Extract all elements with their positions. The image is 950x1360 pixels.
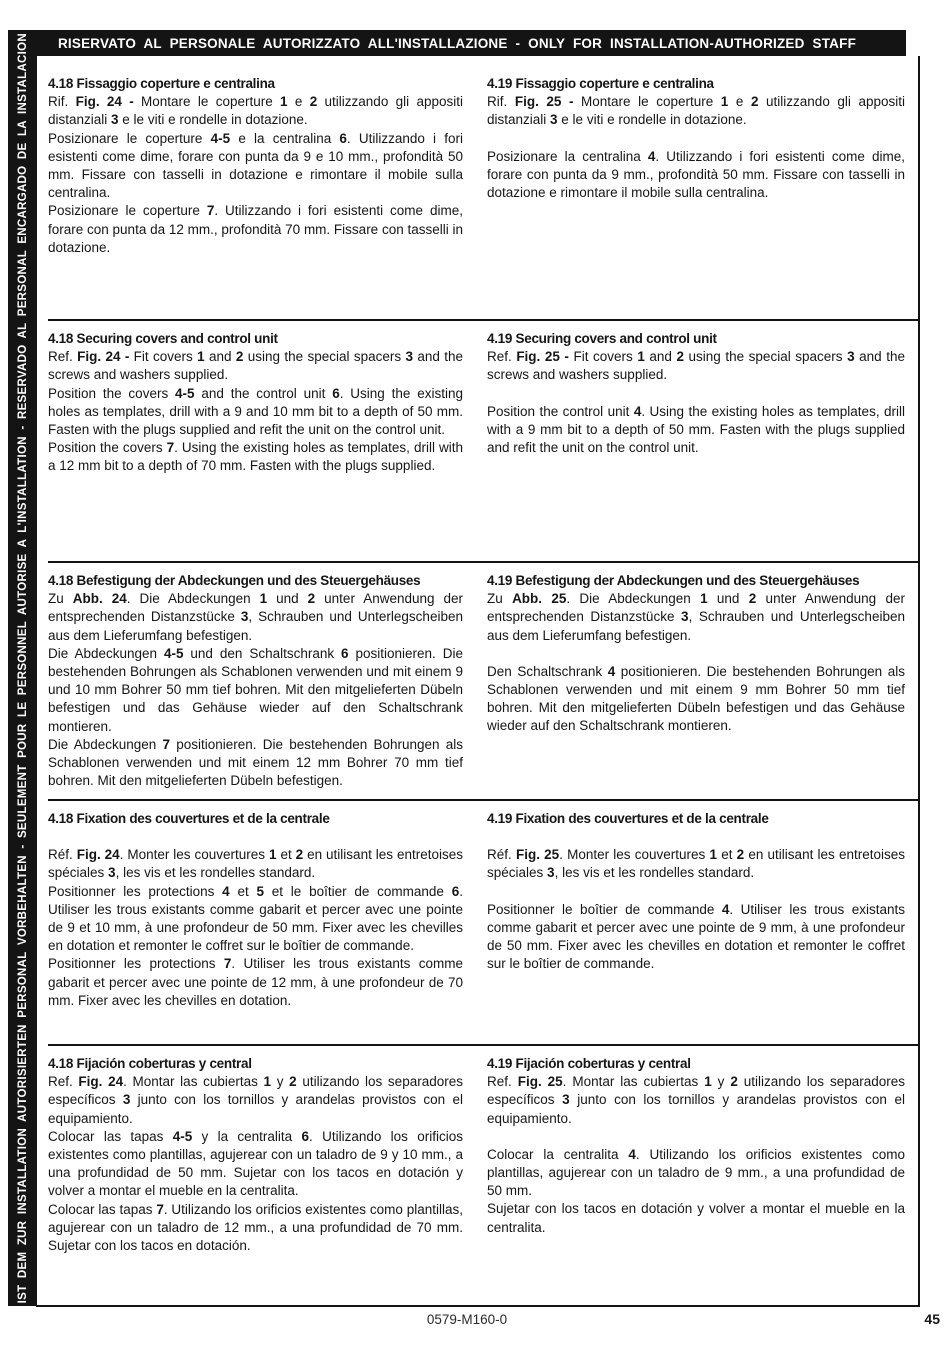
section-heading: 4.18 Fissaggio coperture e centralina	[48, 76, 275, 91]
page-number: 45	[924, 1311, 940, 1327]
paragraph: Positionner les protections 4 et 5 et le boîtier de commande 6. Utiliser les trous existants comme gabarit et percer avec une pointe de 9 et 10 mm, à une profondeur de 50 mm. Fixer avec les chevilles en dotation et remonter le coffret sur le boîtier de commande.	[48, 883, 463, 954]
paragraph: Position the control unit 4. Using the existing holes as templates, drill with a 9 mm bit to a depth of 50 mm. Fasten with the plugs supplied and refit the unit on the control unit.	[487, 403, 905, 456]
page-frame-bottom-border	[36, 1305, 920, 1307]
paragraph: Die Abdeckungen 4-5 und den Schaltschrank 6 positionieren. Die bestehenden Bohrungen als Schablonen verwenden und mit einem 9 und 10 mm Bohrer 50 mm tief bohren. Mit den mitgelieferten Dübeln befestigen und das Gehäuse wieder auf den Schaltschrank montieren.	[48, 645, 463, 734]
paragraph: Rif. Fig. 25 - Montare le coperture 1 e 2 utilizzando gli appositi distanziali 3 e le viti e rondelle in dotazione.	[487, 94, 905, 128]
paragraph: Ref. Fig. 24. Montar las cubiertas 1 y 2 utilizando los separadores específicos 3 junto con los tornillos y arandelas provistos con el equipamiento.	[48, 1074, 463, 1126]
paragraph: Posizionare le coperture 7. Utilizzando i fori esistenti come dime, forare con punta da 12 mm., profondità 70 mm. Fissare con tasselli in dotazione.	[48, 203, 463, 255]
section-english	[48, 319, 919, 561]
column-left	[48, 75, 463, 319]
section-heading: 4.18 Befestigung der Abdeckungen und des Steuergehäuses	[48, 573, 421, 588]
paragraph: Posizionare le coperture 4-5 e la centralina 6. Utilizzando i fori esistenti come dime, forare con punta da 9 e 10 mm., profondità 50 mm. Fissare con tasselli in dotazione e rimontare il mobile sulla centralina.	[48, 130, 463, 201]
paragraph: Réf. Fig. 24. Monter les couvertures 1 et 2 en utilisant les entretoises spéciales 3, les vis et les rondelles standard.	[48, 847, 463, 881]
paragraph: Positionner le boîtier de commande 4. Utiliser les trous existants comme gabarit et percer avec une pointe de 9 mm, à une profondeur de 50 mm. Fixer avec les chevilles en dotation et remonter le coffret sur le boîtier de commande.	[487, 901, 905, 972]
paragraph: Position the covers 7. Using the existing holes as templates, drill with a 12 mm bit to a depth of 70 mm. Fasten with the plugs supplied.	[48, 440, 463, 474]
side-restricted-banner	[8, 30, 37, 1306]
section-french	[48, 799, 919, 1044]
paragraph: Zu Abb. 25. Die Abdeckungen 1 und 2 unter Anwendung der entsprechenden Distanzstücke 3, Schrauben und Unterlegscheiben aus dem Lieferumfang befestigen.	[487, 591, 906, 643]
section-heading: 4.18 Securing covers and control unit	[48, 331, 278, 346]
section-spanish	[48, 1044, 919, 1305]
column-left	[48, 810, 463, 1044]
column-right	[487, 75, 905, 319]
paragraph: Positionner les protections 7. Utiliser les trous existants comme gabarit et percer avec une pointe de 12 mm, à une profondeur de 70 mm. Fixer avec les chevilles en dotation.	[48, 956, 463, 1008]
paragraph: Den Schaltschrank 4 positionieren. Die bestehenden Bohrungen als Schablonen verwenden und mit einem 9 mm Bohrer 50 mm tief bohren. Mit den mitgelieferten Dübeln befestigen und das Gehäuse wieder auf den Schaltschrank montieren.	[487, 663, 906, 734]
column-left	[48, 330, 463, 561]
column-right	[487, 330, 905, 561]
paragraph: Zu Abb. 24. Die Abdeckungen 1 und 2 unter Anwendung der entsprechenden Distanzstücke 3, Schrauben und Unterlegscheiben aus dem Lieferumfang befestigen.	[48, 591, 464, 643]
section-heading: 4.19 Securing covers and control unit	[487, 331, 717, 346]
section-heading: 4.19 Befestigung der Abdeckungen und des Steuergehäuses	[487, 573, 860, 588]
paragraph: Ref. Fig. 24 - Fit covers 1 and 2 using the special spacers 3 and the screws and washers supplied.	[48, 349, 464, 383]
section-heading: 4.18 Fijación coberturas y central	[48, 1056, 252, 1071]
section-italian	[48, 66, 919, 319]
section-heading: 4.19 Fijación coberturas y central	[487, 1056, 691, 1071]
paragraph: Colocar la centralita 4. Utilizando los orificios existentes como plantillas, agujerear con un taladro de 9 mm., a una profundidad de 50 mm.	[487, 1146, 905, 1199]
sections-container	[48, 66, 919, 1305]
column-right	[487, 1055, 905, 1305]
paragraph: Réf. Fig. 25. Monter les couvertures 1 et 2 en utilisant les entretoises spéciales 3, les vis et les rondelles standard.	[487, 847, 905, 881]
section-german	[48, 561, 919, 799]
column-left	[48, 572, 463, 799]
column-right	[487, 572, 905, 799]
paragraph: Colocar las tapas 7. Utilizando los orificios existentes como plantillas, agujerear con un taladro de 12 mm., a una profundidad de 70 mm. Sujetar con los tacos en dotación.	[48, 1201, 463, 1254]
paragraph: Sujetar con los tacos en dotación y volver a montar el mueble en la centralita.	[487, 1201, 905, 1235]
section-heading: 4.19 Fissaggio coperture e centralina	[487, 76, 714, 91]
paragraph: Rif. Fig. 24 - Montare le coperture 1 e 2 utilizzando gli appositi distanziali 3 e le viti e rondelle in dotazione.	[48, 94, 463, 128]
column-left	[48, 1055, 463, 1305]
section-heading: 4.19 Fixation des couvertures et de la centrale	[487, 811, 769, 826]
column-right	[487, 810, 905, 1044]
document-code: 0579-M160-0	[426, 1312, 508, 1327]
paragraph: Ref. Fig. 25. Montar las cubiertas 1 y 2 utilizando los separadores específicos 3 junto con los tornillos y arandelas provistos con el equipamiento.	[487, 1074, 906, 1126]
section-heading: 4.18 Fixation des couvertures et de la centrale	[48, 811, 330, 826]
paragraph: Die Abdeckungen 7 positionieren. Die bestehenden Bohrungen als Schablonen verwenden und mit einem 12 mm Bohrer 70 mm tief bohren. Mit den mitgelieferten Dübeln befestigen.	[48, 736, 463, 789]
paragraph: Posizionare la centralina 4. Utilizzando i fori esistenti come dime, forare con punta da 9 mm., profondità 50 mm. Fissare con tasselli in dotazione e rimontare il mobile sulla centralina.	[487, 148, 905, 201]
paragraph: Ref. Fig. 25 - Fit covers 1 and 2 using the special spacers 3 and the screws and washers supplied.	[487, 349, 905, 383]
paragraph: Position the covers 4-5 and the control unit 6. Using the existing holes as templates, drill with a 9 and 10 mm bit to a depth of 50 mm. Fasten with the plugs supplied and refit the unit on the control unit.	[48, 385, 463, 438]
paragraph: Colocar las tapas 4-5 y la centralita 6. Utilizando los orificios existentes como plantillas, agujerear con un taladro de 9 y 10 mm., a una profundidad de 50 mm. Sujetar con los tacos en dotación y volver a montar el mueble en la centralita.	[48, 1128, 463, 1199]
side-restricted-banner-text: IST DEM ZUR INSTALLATION AUTORISIERTEN PERSONAL VORBEHALTEN - SEULEMENT POUR LE PERSONNEL AUTORISE A L'INSTALLATION - RESERVADO AL PERSONAL ENCARGADO DE LA INSTALACION	[16, 32, 29, 1304]
restricted-staff-banner: RISERVATO AL PERSONALE AUTORIZZATO ALL'INSTALLAZIONE - ONLY FOR INSTALLATION-AUTHORIZED STAFF	[8, 30, 906, 56]
